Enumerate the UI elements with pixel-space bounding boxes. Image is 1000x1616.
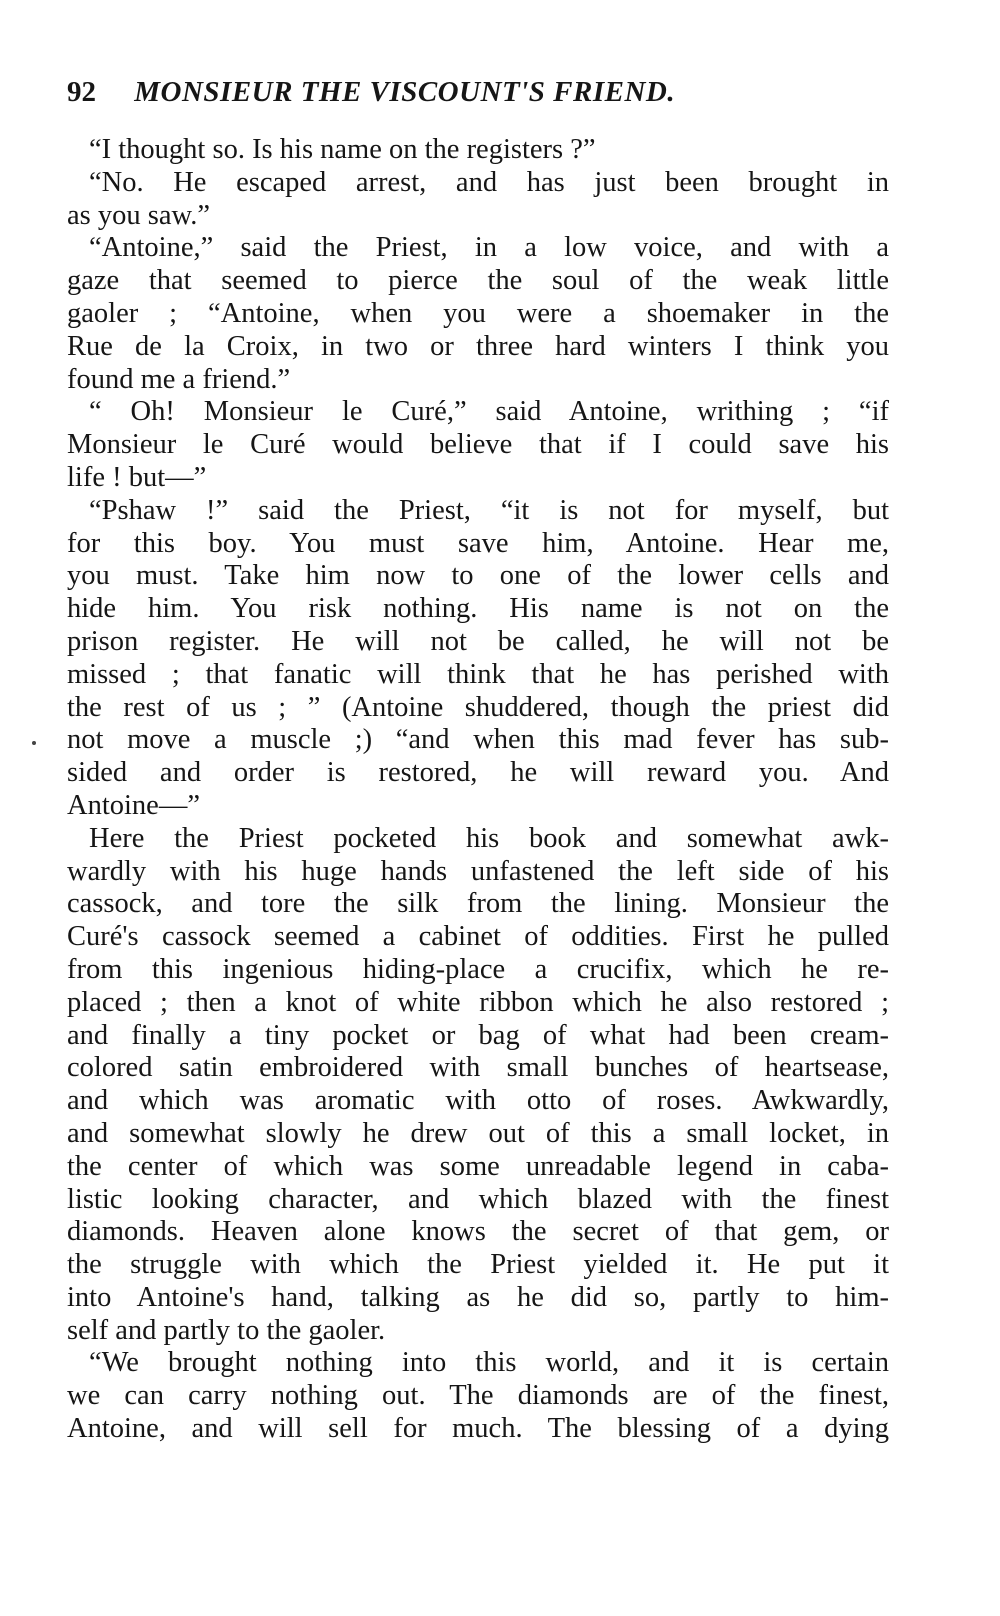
text-line: wardly with his huge hands unfastened the left side of his — [67, 855, 889, 887]
text-line: “ Oh! Monsieur le Curé,” said Antoine, writhing ; “if — [89, 396, 889, 428]
paragraph — [67, 823, 889, 1348]
text-line: Here the Priest pocketed his book and somewhat awk- — [89, 822, 889, 854]
text-line: missed ; that fanatic will think that he has perished with — [67, 658, 889, 690]
text-line: the center of which was some unreadable legend in caba- — [67, 1150, 889, 1182]
text-line: the rest of us ; ” (Antoine shuddered, though the priest did — [67, 691, 889, 723]
text-line: Antoine—” — [67, 789, 200, 821]
text-line: found me a friend.” — [67, 363, 291, 395]
text-line: from this ingenious hiding-place a crucifix, which he re- — [67, 953, 889, 985]
text-line: “I thought so. Is his name on the registers ?” — [89, 134, 596, 165]
ink-speck — [32, 741, 36, 745]
text-line: as you saw.” — [67, 199, 210, 231]
text-line: Monsieur le Curé would believe that if I could save his — [67, 429, 889, 461]
page-number: 92 — [67, 76, 96, 108]
body-text — [67, 134, 889, 1446]
text-line: cassock, and tore the silk from the lining. Monsieur the — [67, 888, 889, 920]
text-line: Rue de la Croix, in two or three hard winters I think you — [67, 330, 889, 362]
text-line: colored satin embroidered with small bunches of heartsease, — [67, 1052, 889, 1084]
text-line: and somewhat slowly he drew out of this a small locket, in — [67, 1117, 889, 1149]
text-line: life ! but—” — [67, 461, 207, 493]
text-line: gaoler ; “Antoine, when you were a shoemaker in the — [67, 297, 889, 329]
text-line: Antoine, and will sell for much. The blessing of a dying — [67, 1413, 889, 1445]
text-line: and finally a tiny pocket or bag of what had been cream- — [67, 1019, 889, 1051]
text-line: for this boy. You must save him, Antoine. Hear me, — [67, 527, 889, 559]
text-line: listic looking character, and which blazed with the finest — [67, 1183, 889, 1215]
paragraph — [67, 495, 889, 823]
text-line: Curé's cassock seemed a cabinet of oddities. First he pulled — [67, 921, 889, 953]
paragraph — [67, 396, 889, 494]
text-line: prison register. He will not be called, he will not be — [67, 625, 889, 657]
text-line: sided and order is restored, he will reward you. And — [67, 757, 889, 789]
text-line: you must. Take him now to one of the lower cells and — [67, 560, 889, 592]
text-line: and which was aromatic with otto of roses. Awkwardly, — [67, 1085, 889, 1117]
text-line: the struggle with which the Priest yielded it. He put it — [67, 1249, 889, 1281]
text-line: “We brought nothing into this world, and it is certain — [89, 1347, 889, 1379]
text-line: hide him. You risk nothing. His name is not on the — [67, 593, 889, 625]
running-head — [67, 72, 887, 112]
paragraph — [67, 134, 889, 167]
text-line: “Pshaw !” said the Priest, “it is not for myself, but — [89, 494, 889, 526]
text-line: “No. He escaped arrest, and has just been brought in — [89, 166, 889, 198]
text-line: self and partly to the gaoler. — [67, 1314, 386, 1346]
paragraph — [67, 1347, 889, 1445]
text-line: placed ; then a knot of white ribbon which he also restored ; — [67, 986, 889, 1018]
text-line: diamonds. Heaven alone knows the secret of that gem, or — [67, 1216, 889, 1248]
running-title: MONSIEUR THE VISCOUNT'S FRIEND. — [134, 76, 676, 108]
text-line: gaze that seemed to pierce the soul of the weak little — [67, 265, 889, 297]
paragraph — [67, 232, 889, 396]
text-line: not move a muscle ;) “and when this mad fever has sub- — [67, 724, 889, 756]
text-line: “Antoine,” said the Priest, in a low voice, and with a — [89, 232, 889, 264]
paragraph — [67, 167, 889, 233]
text-line: into Antoine's hand, talking as he did so, partly to him- — [67, 1281, 889, 1313]
text-line: we can carry nothing out. The diamonds are of the finest, — [67, 1380, 889, 1412]
